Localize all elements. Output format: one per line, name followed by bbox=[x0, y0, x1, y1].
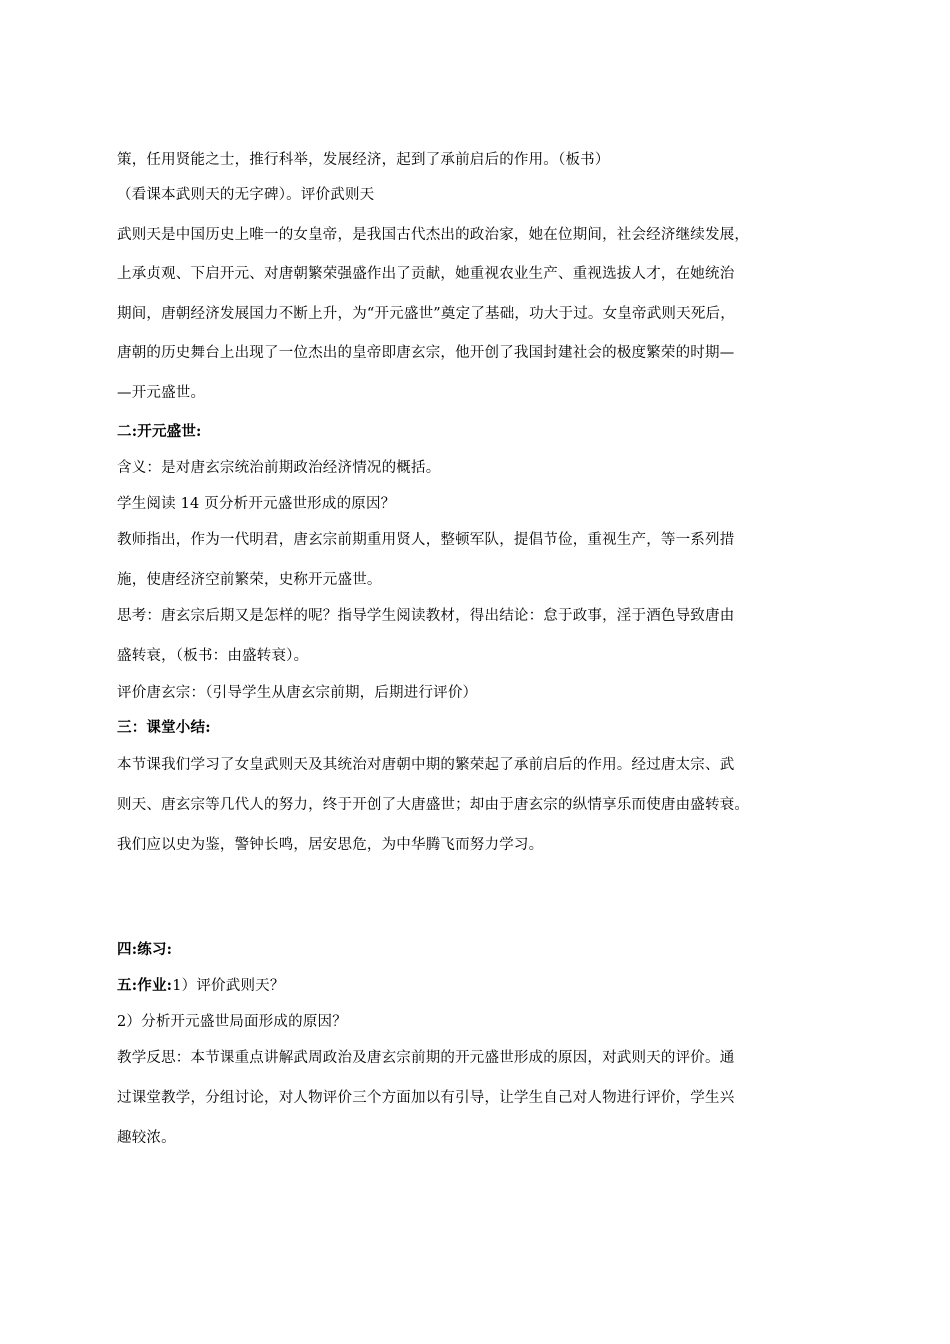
text-line: —开元盛世。 bbox=[117, 385, 206, 401]
text-line: 本节课我们学习了女皇武则天及其统治对唐朝中期的繁荣起了承前启后的作用。经过唐太宗、武 bbox=[117, 757, 735, 773]
homework-item-2: 2）分析开元盛世局面形成的原因？ bbox=[117, 1014, 347, 1030]
text-line: 思考：唐玄宗后期又是怎样的呢？指导学生阅读教材，得出结论：怠于政事，淫于酒色导致唐由 bbox=[117, 608, 735, 624]
homework-line bbox=[117, 976, 285, 996]
section-heading-summary: 三：课堂小结: bbox=[117, 719, 211, 736]
text-line: 过课堂教学，分组讨论，对人物评价三个方面加以有引导，让学生自己对人物进行评价，学生兴 bbox=[117, 1090, 735, 1106]
text-line: 策，任用贤能之士，推行科举，发展经济，起到了承前启后的作用。（板书） bbox=[117, 152, 610, 168]
text-line: 武则天是中国历史上唯一的女皇帝，是我国古代杰出的政治家，她在位期间，社会经济继续发展， bbox=[117, 227, 750, 243]
section-heading-practice: 四:练习: bbox=[117, 941, 173, 958]
text-line: 我们应以史为鉴，警钟长鸣，居安思危，为中华腾飞而努力学习。 bbox=[117, 837, 544, 853]
text-line: 施，使唐经济空前繁荣，史称开元盛世。 bbox=[117, 572, 382, 588]
text-line: 学生阅读 14 页分析开元盛世形成的原因？ bbox=[117, 496, 396, 512]
text-line: 盛转衰，（板书：由盛转衰）。 bbox=[117, 648, 309, 664]
text-line: 则天、唐玄宗等几代人的努力，终于开创了大唐盛世；却由于唐玄宗的纵情享乐而使唐由盛转衰。 bbox=[117, 797, 750, 813]
text-line: 教师指出，作为一代明君，唐玄宗前期重用贤人，整顿军队，提倡节俭，重视生产，等一系列措 bbox=[117, 532, 735, 548]
text-line: 评价唐玄宗：（引导学生从唐玄宗前期，后期进行评价） bbox=[117, 685, 478, 701]
text-line: 上承贞观、下启开元、对唐朝繁荣强盛作出了贡献，她重视农业生产、重视选拔人才，在她统治 bbox=[117, 266, 735, 282]
section-heading-kaiyuan: 二:开元盛世: bbox=[117, 423, 202, 440]
text-line: 唐朝的历史舞台上出现了一位杰出的皇帝即唐玄宗，他开创了我国封建社会的极度繁荣的时期— bbox=[117, 345, 735, 361]
text-line: （看课本武则天的无字碑）。评价武则天 bbox=[117, 187, 375, 203]
text-line: 教学反思：本节课重点讲解武周政治及唐玄宗前期的开元盛世形成的原因，对武则天的评价。通 bbox=[117, 1050, 735, 1066]
section-heading-homework: 五:作业: bbox=[117, 977, 173, 994]
text-line: 期间，唐朝经济发展国力不断上升，为“开元盛世”奠定了基础，功大于过。女皇帝武则天死后， bbox=[117, 306, 735, 322]
text-line: 含义：是对唐玄宗统治前期政治经济情况的概括。 bbox=[117, 460, 441, 476]
homework-item-1: 1）评价武则天？ bbox=[172, 978, 285, 994]
text-line: 趣较浓。 bbox=[117, 1130, 176, 1146]
